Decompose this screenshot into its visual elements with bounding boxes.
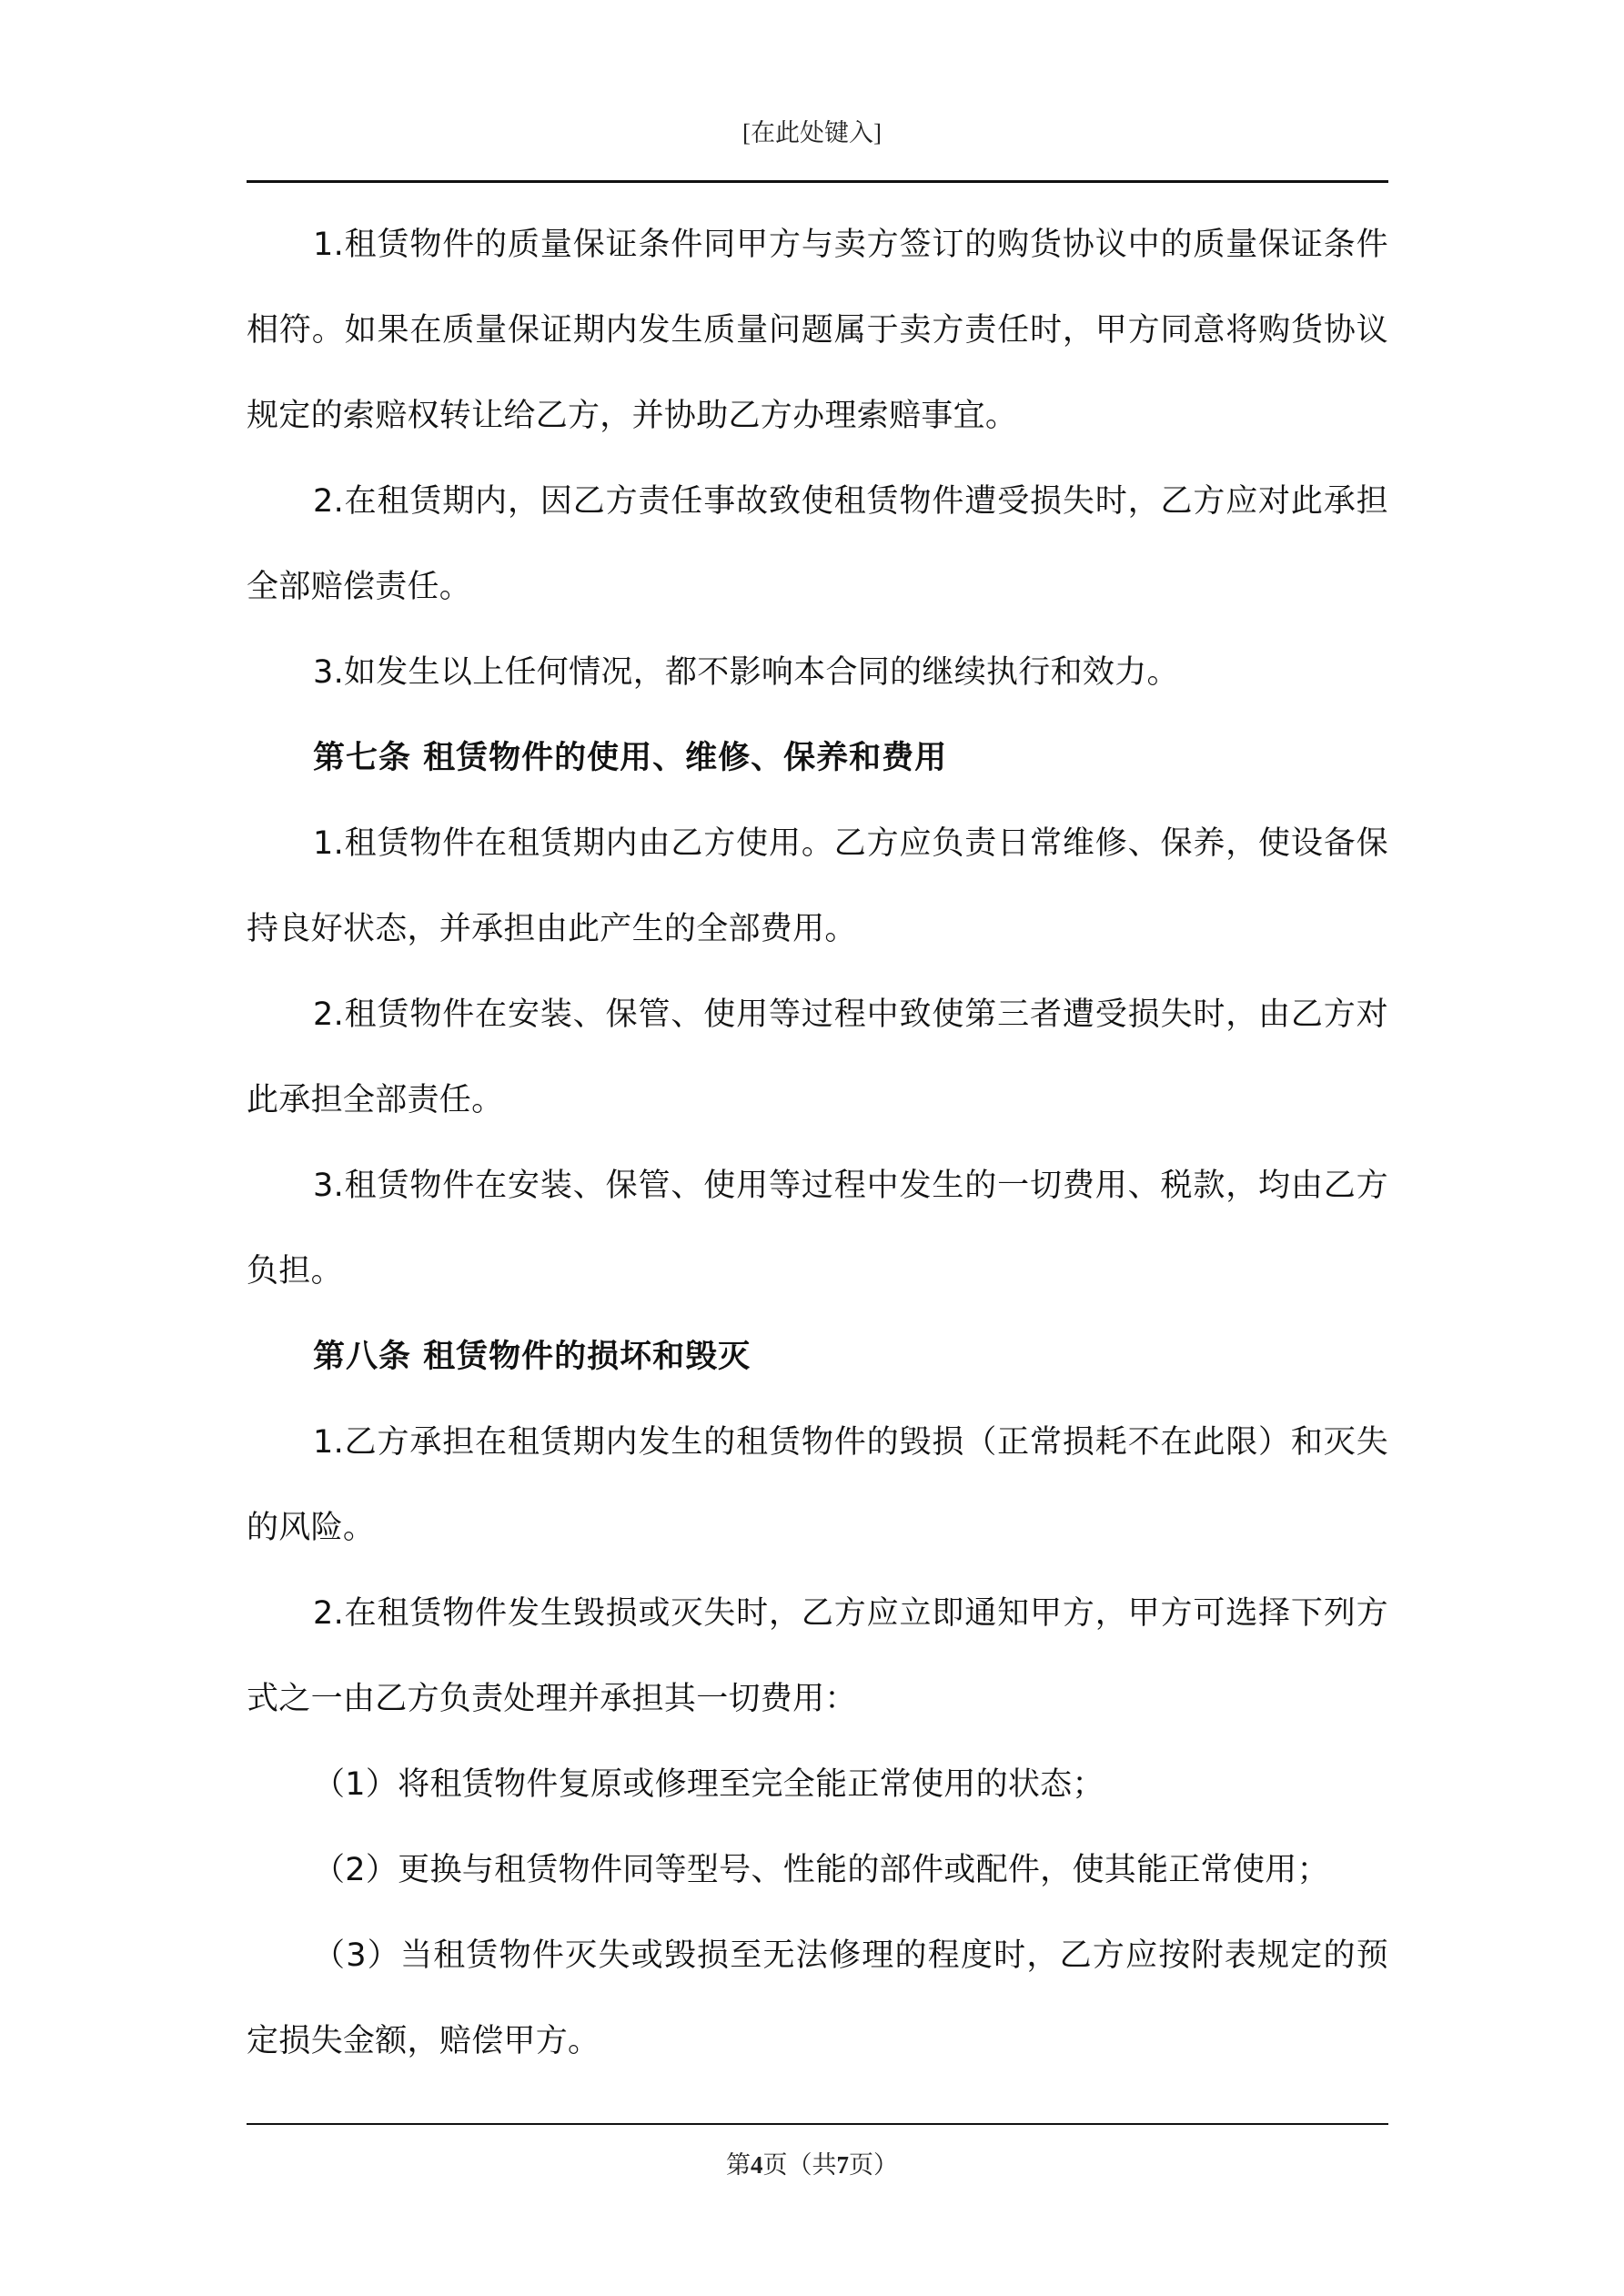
paragraph-7-2: 2.租赁物件在安装、保管、使用等过程中致使第三者遭受损失时，由乙方对此承担全部责任。: [247, 996, 1388, 1118]
footer-middle: 页（共: [762, 2151, 837, 2179]
page-footer: [0, 2145, 1624, 2180]
paragraph-6-3: 3.如发生以上任何情况，都不影响本合同的继续执行和效力。: [313, 654, 1179, 691]
article-8-heading: 第八条 租赁物件的损坏和毁灭: [313, 1339, 751, 1375]
paragraph-7-3: 3.租赁物件在安装、保管、使用等过程中发生的一切费用、税款，均由乙方负担。: [247, 1168, 1388, 1290]
paragraph-8-1: 1.乙方承担在租赁期内发生的租赁物件的毁损（正常损耗不在此限）和灭失的风险。: [247, 1424, 1388, 1546]
current-page-number: 4: [751, 2151, 763, 2179]
header-divider: [247, 180, 1388, 183]
paragraph-6-1: 1.租赁物件的质量保证条件同甲方与卖方签订的购货协议中的质量保证条件相符。如果在质量保证期内发生质量问题属于卖方责任时，甲方同意将购货协议规定的索赔权转让给乙方，并协助乙方办理索赔事宜。: [247, 227, 1388, 434]
article-7-heading: 第七条 租赁物件的使用、维修、保养和费用: [313, 740, 948, 776]
page-header: [在此处键入]: [742, 119, 882, 147]
paragraph-8-2: 2.在租赁物件发生毁损或灭失时，乙方应立即通知甲方，甲方可选择下列方式之一由乙方负责处理并承担其一切费用：: [247, 1595, 1388, 1717]
list-item-3: （3）当租赁物件灭失或毁损至无法修理的程度时，乙方应按附表规定的预定损失金额，赔偿甲方。: [247, 1937, 1388, 2059]
footer-divider: [247, 2123, 1388, 2125]
footer-suffix: 页）: [849, 2151, 898, 2179]
list-item-1: （1）将租赁物件复原或修理至完全能正常使用的状态；: [313, 1766, 1105, 1803]
paragraph-6-2: 2.在租赁期内，因乙方责任事故致使租赁物件遭受损失时，乙方应对此承担全部赔偿责任。: [247, 483, 1388, 605]
paragraph-7-1: 1.租赁物件在租赁期内由乙方使用。乙方应负责日常维修、保养，使设备保持良好状态，并承担由此产生的全部费用。: [247, 825, 1388, 947]
total-page-number: 7: [836, 2151, 849, 2179]
list-item-2: （2）更换与租赁物件同等型号、性能的部件或配件，使其能正常使用；: [313, 1852, 1329, 1888]
footer-prefix: 第: [726, 2151, 751, 2179]
document-body: [247, 202, 1388, 2084]
